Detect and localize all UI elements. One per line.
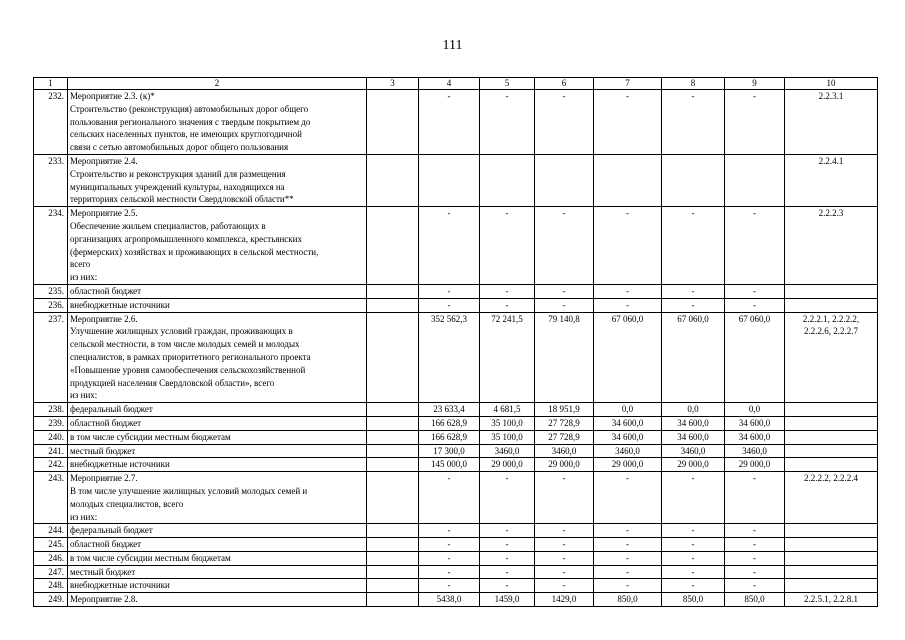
target-indicators-cell xyxy=(785,416,878,430)
amount-cell-col-7: 29 000,0 xyxy=(594,458,662,472)
row-number: 243. xyxy=(34,472,68,524)
page-number: 111 xyxy=(442,38,463,53)
table-row xyxy=(34,444,878,458)
amount-cell-col-4: - xyxy=(419,207,480,285)
amount-cell-col-7: - xyxy=(594,298,662,312)
amount-cell-col-8: - xyxy=(662,551,725,565)
amount-cell-col-7: 0,0 xyxy=(594,403,662,417)
executor-cell xyxy=(367,403,419,417)
table-row xyxy=(34,90,878,155)
amount-cell-col-4: - xyxy=(419,524,480,538)
table-row xyxy=(34,551,878,565)
target-indicators-cell xyxy=(785,593,878,607)
row-number: 234. xyxy=(34,207,68,285)
amount-cell-col-8: - xyxy=(662,579,725,593)
description-line: Обеспечение жильем специалистов, работающих в xyxy=(70,220,266,231)
amount-cell-col-5: 4 681,5 xyxy=(480,403,535,417)
row-description xyxy=(68,416,367,430)
amount-cell-col-8: 67 060,0 xyxy=(662,312,725,403)
row-description xyxy=(68,207,367,285)
target-indicators-cell xyxy=(785,284,878,298)
amount-cell-col-8: - xyxy=(662,538,725,552)
amount-cell-col-9: 67 060,0 xyxy=(725,312,785,403)
table-row xyxy=(34,312,878,403)
amount-cell-col-8: - xyxy=(662,472,725,524)
amount-cell-col-5: - xyxy=(480,298,535,312)
description-line: местный бюджет xyxy=(70,445,136,456)
amount-cell-col-4: 5438,0 xyxy=(419,593,480,607)
column-header: 1 xyxy=(34,78,68,90)
amount-cell-col-6: - xyxy=(535,207,594,285)
amount-cell-col-4: 23 633,4 xyxy=(419,403,480,417)
table-row xyxy=(34,593,878,607)
target-indicators-cell xyxy=(785,524,878,538)
row-number: 238. xyxy=(34,403,68,417)
row-number: 241. xyxy=(34,444,68,458)
description-line: Мероприятие 2.4. xyxy=(70,155,138,166)
description-line: местный бюджет xyxy=(70,566,136,577)
row-description xyxy=(68,154,367,206)
amount-cell-col-9: - xyxy=(725,538,785,552)
amount-cell-col-4: - xyxy=(419,298,480,312)
amount-cell-col-9: - xyxy=(725,284,785,298)
row-number: 236. xyxy=(34,298,68,312)
amount-cell-col-9: 34 600,0 xyxy=(725,416,785,430)
amount-cell-col-5: 35 100,0 xyxy=(480,416,535,430)
amount-cell-col-8: - xyxy=(662,90,725,155)
executor-cell xyxy=(367,284,419,298)
column-header: 8 xyxy=(662,78,725,90)
amount-cell-col-6: 27 728,9 xyxy=(535,430,594,444)
column-header: 6 xyxy=(535,78,594,90)
amount-cell-col-5: 3460,0 xyxy=(480,444,535,458)
executor-cell xyxy=(367,430,419,444)
amount-cell-col-6: 1429,0 xyxy=(535,593,594,607)
amount-cell-col-9: 0,0 xyxy=(725,403,785,417)
amount-cell-col-6: - xyxy=(535,538,594,552)
amount-cell-col-4: 17 300,0 xyxy=(419,444,480,458)
amount-cell-col-5: - xyxy=(480,207,535,285)
description-line: внебюджетные источники xyxy=(70,299,170,310)
amount-cell-col-6 xyxy=(535,154,594,206)
table-row xyxy=(34,565,878,579)
amount-cell-col-8: - xyxy=(662,298,725,312)
description-line: Строительство и реконструкция зданий для размещения xyxy=(70,168,286,179)
amount-cell-col-9: - xyxy=(725,565,785,579)
amount-cell-col-6: - xyxy=(535,551,594,565)
amount-cell-col-6: - xyxy=(535,90,594,155)
row-description xyxy=(68,565,367,579)
table-row xyxy=(34,403,878,417)
amount-cell-col-4: - xyxy=(419,284,480,298)
budget-table xyxy=(33,77,878,607)
column-header: 7 xyxy=(594,78,662,90)
amount-cell-col-7: - xyxy=(594,579,662,593)
amount-cell-col-4: 166 628,9 xyxy=(419,430,480,444)
description-line: В том числе улучшение жилищных условий молодых семей и xyxy=(70,485,308,496)
table-row xyxy=(34,298,878,312)
amount-cell-col-4: - xyxy=(419,565,480,579)
amount-cell-col-9: - xyxy=(725,472,785,524)
amount-cell-col-4: - xyxy=(419,472,480,524)
row-number: 244. xyxy=(34,524,68,538)
description-line: «Повышение уровня самообеспечения сельскохозяйственной xyxy=(70,364,306,375)
description-line: связи с сетью автомобильных дорог общего пользования xyxy=(70,142,289,153)
description-line: пользования регионального значения с твердым покрытием до xyxy=(70,116,311,127)
description-line: Улучшение жилищных условий граждан, проживающих в xyxy=(70,326,293,337)
amount-cell-col-4 xyxy=(419,154,480,206)
description-line: сельской местности, в том числе молодых семей и молодых xyxy=(70,339,300,350)
table-row xyxy=(34,430,878,444)
executor-cell xyxy=(367,538,419,552)
amount-cell-col-7: - xyxy=(594,551,662,565)
description-line: федеральный бюджет xyxy=(70,404,153,415)
amount-cell-col-5: 29 000,0 xyxy=(480,458,535,472)
executor-cell xyxy=(367,524,419,538)
row-description xyxy=(68,458,367,472)
amount-cell-col-7 xyxy=(594,154,662,206)
column-header: 3 xyxy=(367,78,419,90)
description-line: Мероприятие 2.5. xyxy=(70,208,138,219)
description-line: из них: xyxy=(70,390,98,401)
target-indicators-cell xyxy=(785,458,878,472)
amount-cell-col-5: - xyxy=(480,538,535,552)
amount-cell-col-8: - xyxy=(662,207,725,285)
description-line: (фермерских) хозяйствах и проживающих в сельской местности, xyxy=(70,246,319,257)
description-line: из них: xyxy=(70,511,98,522)
row-description xyxy=(68,551,367,565)
amount-cell-col-5: - xyxy=(480,551,535,565)
column-header: 9 xyxy=(725,78,785,90)
description-line: муниципальных учреждений культуры, находящихся на xyxy=(70,181,285,192)
description-line: территориях сельской местности Свердловской области** xyxy=(70,194,294,205)
row-description xyxy=(68,312,367,403)
indicator-ref: 2.2.2.3 xyxy=(818,208,844,219)
column-header: 10 xyxy=(785,78,878,90)
indicator-ref: 2.2.5.1, 2.2.8.1 xyxy=(804,594,858,605)
executor-cell xyxy=(367,298,419,312)
row-description xyxy=(68,472,367,524)
description-line: внебюджетные источники xyxy=(70,580,170,591)
description-line: областной бюджет xyxy=(70,285,142,296)
amount-cell-col-6: - xyxy=(535,565,594,579)
description-line: в том числе субсидии местным бюджетам xyxy=(70,552,231,563)
target-indicators-cell xyxy=(785,90,878,155)
indicator-ref: 2.2.2.2, 2.2.2.4 xyxy=(804,473,858,484)
row-description xyxy=(68,593,367,607)
amount-cell-col-4: - xyxy=(419,90,480,155)
executor-cell xyxy=(367,551,419,565)
indicator-ref: 2.2.3.1 xyxy=(818,91,844,101)
description-line: Строительство (реконструкция) автомобильных дорог общего xyxy=(70,103,309,114)
amount-cell-col-9: - xyxy=(725,551,785,565)
row-number: 246. xyxy=(34,551,68,565)
target-indicators-cell xyxy=(785,312,878,403)
amount-cell-col-7: 850,0 xyxy=(594,593,662,607)
row-description xyxy=(68,298,367,312)
description-line: Мероприятие 2.3. (к)* xyxy=(70,91,155,101)
row-number: 249. xyxy=(34,593,68,607)
amount-cell-col-9: - xyxy=(725,579,785,593)
amount-cell-col-7: - xyxy=(594,538,662,552)
amount-cell-col-5: - xyxy=(480,90,535,155)
amount-cell-col-5 xyxy=(480,154,535,206)
row-number: 247. xyxy=(34,565,68,579)
amount-cell-col-9: 850,0 xyxy=(725,593,785,607)
amount-cell-col-8: - xyxy=(662,524,725,538)
description-line: внебюджетные источники xyxy=(70,459,170,470)
amount-cell-col-4: - xyxy=(419,538,480,552)
table-row xyxy=(34,207,878,285)
executor-cell xyxy=(367,90,419,155)
amount-cell-col-9: 3460,0 xyxy=(725,444,785,458)
row-description xyxy=(68,444,367,458)
executor-cell xyxy=(367,444,419,458)
executor-cell xyxy=(367,416,419,430)
amount-cell-col-5: 1459,0 xyxy=(480,593,535,607)
target-indicators-cell xyxy=(785,579,878,593)
amount-cell-col-8: 34 600,0 xyxy=(662,416,725,430)
amount-cell-col-4: - xyxy=(419,551,480,565)
amount-cell-col-8: 3460,0 xyxy=(662,444,725,458)
indicator-ref: 2.2.4.1 xyxy=(818,155,844,166)
amount-cell-col-7: - xyxy=(594,207,662,285)
executor-cell xyxy=(367,207,419,285)
amount-cell-col-7: 67 060,0 xyxy=(594,312,662,403)
column-number-header-row xyxy=(34,78,878,90)
amount-cell-col-9: - xyxy=(725,298,785,312)
table-row xyxy=(34,538,878,552)
row-number: 248. xyxy=(34,579,68,593)
amount-cell-col-6: - xyxy=(535,298,594,312)
description-line: Мероприятие 2.7. xyxy=(70,473,138,484)
executor-cell xyxy=(367,312,419,403)
amount-cell-col-5: - xyxy=(480,524,535,538)
amount-cell-col-5: - xyxy=(480,284,535,298)
amount-cell-col-8 xyxy=(662,154,725,206)
amount-cell-col-6: - xyxy=(535,579,594,593)
description-line: областной бюджет xyxy=(70,417,142,428)
amount-cell-col-8: - xyxy=(662,284,725,298)
target-indicators-cell xyxy=(785,551,878,565)
amount-cell-col-5: - xyxy=(480,579,535,593)
description-line: организациях агропромышленного комплекса, крестьянских xyxy=(70,233,302,244)
description-line: из них: xyxy=(70,272,98,283)
row-description xyxy=(68,403,367,417)
description-line: специалистов, в рамках приоритетного регионального проекта xyxy=(70,351,311,362)
amount-cell-col-8: 29 000,0 xyxy=(662,458,725,472)
amount-cell-col-9: 34 600,0 xyxy=(725,430,785,444)
description-line: Мероприятие 2.8. xyxy=(70,594,138,605)
amount-cell-col-8: 0,0 xyxy=(662,403,725,417)
executor-cell xyxy=(367,458,419,472)
amount-cell-col-6: - xyxy=(535,284,594,298)
description-line: федеральный бюджет xyxy=(70,525,153,536)
amount-cell-col-4: 352 562,3 xyxy=(419,312,480,403)
executor-cell xyxy=(367,579,419,593)
row-description xyxy=(68,524,367,538)
amount-cell-col-6: 79 140,8 xyxy=(535,312,594,403)
amount-cell-col-5: - xyxy=(480,565,535,579)
amount-cell-col-8: 850,0 xyxy=(662,593,725,607)
amount-cell-col-4: 166 628,9 xyxy=(419,416,480,430)
amount-cell-col-5: - xyxy=(480,472,535,524)
amount-cell-col-8: 34 600,0 xyxy=(662,430,725,444)
amount-cell-col-7: - xyxy=(594,565,662,579)
amount-cell-col-6: - xyxy=(535,472,594,524)
amount-cell-col-7: - xyxy=(594,284,662,298)
amount-cell-col-9 xyxy=(725,154,785,206)
row-description xyxy=(68,430,367,444)
amount-cell-col-5: 72 241,5 xyxy=(480,312,535,403)
amount-cell-col-7: - xyxy=(594,90,662,155)
table-row xyxy=(34,472,878,524)
amount-cell-col-6: 27 728,9 xyxy=(535,416,594,430)
executor-cell xyxy=(367,593,419,607)
row-description xyxy=(68,579,367,593)
amount-cell-col-9: 29 000,0 xyxy=(725,458,785,472)
amount-cell-col-7: - xyxy=(594,472,662,524)
target-indicators-cell xyxy=(785,298,878,312)
column-header: 2 xyxy=(68,78,367,90)
target-indicators-cell xyxy=(785,444,878,458)
description-line: Мероприятие 2.6. xyxy=(70,313,138,324)
amount-cell-col-7: - xyxy=(594,524,662,538)
row-description xyxy=(68,284,367,298)
table-row xyxy=(34,154,878,206)
amount-cell-col-4: 145 000,0 xyxy=(419,458,480,472)
amount-cell-col-7: 34 600,0 xyxy=(594,430,662,444)
description-line: в том числе субсидии местным бюджетам xyxy=(70,431,231,442)
column-header: 5 xyxy=(480,78,535,90)
amount-cell-col-9: - xyxy=(725,90,785,155)
row-number: 233. xyxy=(34,154,68,206)
executor-cell xyxy=(367,154,419,206)
description-line: областной бюджет xyxy=(70,539,142,550)
target-indicators-cell xyxy=(785,154,878,206)
row-number: 242. xyxy=(34,458,68,472)
indicator-ref: 2.2.2.1, 2.2.2.2, xyxy=(802,313,860,324)
row-number: 237. xyxy=(34,312,68,403)
amount-cell-col-4: - xyxy=(419,579,480,593)
amount-cell-col-7: 34 600,0 xyxy=(594,416,662,430)
row-number: 235. xyxy=(34,284,68,298)
executor-cell xyxy=(367,472,419,524)
amount-cell-col-6: 3460,0 xyxy=(535,444,594,458)
row-number: 245. xyxy=(34,538,68,552)
row-number: 239. xyxy=(34,416,68,430)
description-line: продукцией населения Свердловской области», всего xyxy=(70,377,275,388)
table-row xyxy=(34,458,878,472)
target-indicators-cell xyxy=(785,565,878,579)
amount-cell-col-6: 18 951,9 xyxy=(535,403,594,417)
amount-cell-col-6: - xyxy=(535,524,594,538)
amount-cell-col-5: 35 100,0 xyxy=(480,430,535,444)
description-line: молодых специалистов, всего xyxy=(70,498,184,509)
row-description xyxy=(68,90,367,155)
amount-cell-col-9: - xyxy=(725,207,785,285)
target-indicators-cell xyxy=(785,538,878,552)
column-header: 4 xyxy=(419,78,480,90)
amount-cell-col-8: - xyxy=(662,565,725,579)
amount-cell-col-6: 29 000,0 xyxy=(535,458,594,472)
target-indicators-cell xyxy=(785,472,878,524)
row-number: 232. xyxy=(34,90,68,155)
target-indicators-cell xyxy=(785,207,878,285)
table-row xyxy=(34,284,878,298)
table-row xyxy=(34,524,878,538)
table-row xyxy=(34,579,878,593)
amount-cell-col-7: 3460,0 xyxy=(594,444,662,458)
row-number: 240. xyxy=(34,430,68,444)
indicator-ref: 2.2.2.6, 2.2.2.7 xyxy=(804,326,858,337)
executor-cell xyxy=(367,565,419,579)
row-description xyxy=(68,538,367,552)
description-line: сельских населенных пунктов, не имеющих круглогодичной xyxy=(70,129,302,140)
target-indicators-cell xyxy=(785,430,878,444)
description-line: всего xyxy=(70,259,91,270)
table-row xyxy=(34,416,878,430)
target-indicators-cell xyxy=(785,403,878,417)
amount-cell-col-9: - xyxy=(725,524,785,538)
